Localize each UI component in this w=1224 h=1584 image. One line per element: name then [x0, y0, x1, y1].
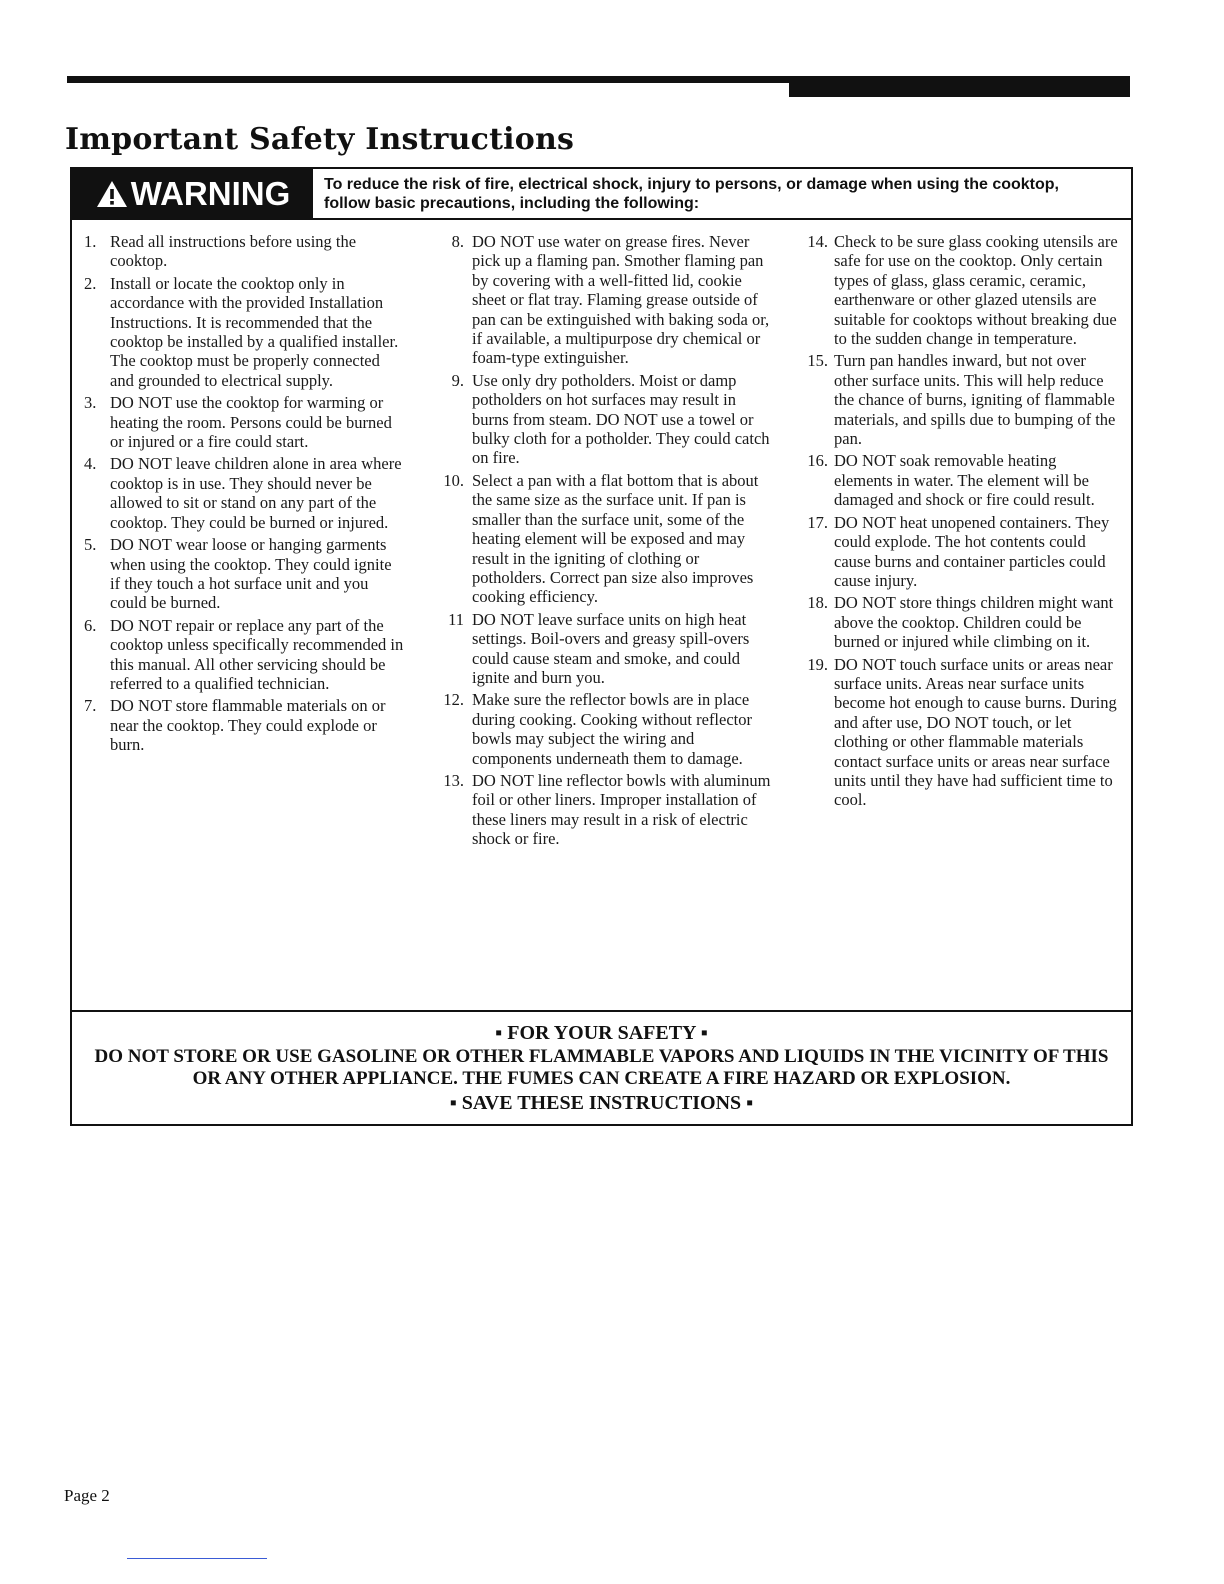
list-item: [84, 535, 404, 613]
safety-heading: ▪ FOR YOUR SAFETY ▪: [495, 1022, 708, 1044]
item-number: 2.: [84, 273, 97, 293]
item-text: Select a pan with a flat bottom that is about the same size as the surface unit. If pan is smaller than the surface unit, some of the heating element will be exposed and may result in the igniting of clothing or potholders. Correct pan size also improves cooking efficiency.: [472, 470, 759, 607]
save-instructions-line: ▪ SAVE THESE INSTRUCTIONS ▪: [449, 1092, 754, 1114]
list-item: [434, 610, 774, 688]
page-title: Important Safety Instructions: [65, 122, 575, 157]
list-item: [434, 771, 774, 849]
item-text: Make sure the reflector bowls are in place during cooking. Cooking without reflector bowls may subject the wiring and components underneath them to damage.: [472, 690, 752, 768]
item-number: 19.: [807, 654, 828, 674]
item-text: DO NOT use water on grease fires. Never pick up a flaming pan. Smother flaming pan by covering with a well-fitted lid, cookie sheet or flat tray. Flaming grease outside of pan can be extinguished with baking soda or, if available, a multipurpose dry chemical or foam-type extinguisher.: [472, 232, 770, 368]
item-number: 13.: [443, 770, 464, 790]
item-text: DO NOT touch surface units or areas near surface units. Areas near surface units become hot enough to cause burns. During and after use, DO NOT touch, or let clothing or other flammable materials contact surface units or areas near surface units until they have had sufficient time to cool.: [834, 654, 1117, 810]
safety-text: DO NOT STORE OR USE GASOLINE OR OTHER FLAMMABLE VAPORS AND LIQUIDS IN THE VICINITY OF THIS OR ANY OTHER APPLIANCE. THE FUMES CAN CREATE A FIRE HAZARD OR EXPLOSION.: [94, 1046, 1109, 1089]
item-number: 4.: [84, 454, 97, 474]
item-text: DO NOT heat unopened containers. They could explode. The hot contents could cause burns and container particles could cause injury.: [834, 512, 1110, 590]
item-number: 1.: [84, 232, 97, 251]
instructions-column-3: [798, 232, 1118, 813]
item-text: DO NOT line reflector bowls with aluminum foil or other liners. Improper installation of these liners may result in a risk of electric shock or fire.: [472, 770, 771, 849]
instructions-column-1: [84, 232, 404, 758]
warning-intro: To reduce the risk of fire, electrical shock, injury to persons, or damage when using the cooktop, follow basic precautions, including the following:: [324, 176, 1059, 212]
list-item: [84, 454, 404, 532]
item-text: Turn pan handles inward, but not over other surface units. This will help reduce the chance of burns, igniting of flammable materials, and spills due to bumping of the pan.: [834, 351, 1116, 449]
item-number: 14.: [807, 232, 828, 251]
item-text: DO NOT soak removable heating elements in water. The element will be damaged and shock or fire could result.: [834, 451, 1095, 510]
item-text: DO NOT store things children might want above the cooktop. Children could be burned or injured while climbing on it.: [834, 593, 1114, 652]
list-item: [84, 696, 404, 754]
page-number: Page 2: [64, 1486, 110, 1505]
list-item: [84, 274, 404, 390]
list-item: [434, 232, 774, 368]
item-number: 16.: [807, 451, 828, 471]
safety-notice: [72, 1010, 1131, 1126]
list-item: [84, 393, 404, 451]
item-number: 5.: [84, 535, 97, 555]
item-number: 18.: [807, 593, 828, 613]
list-item: [798, 451, 1118, 509]
item-text: DO NOT leave children alone in area where cooktop is in use. They should never be allowed to sit or stand on any part of the cooktop. They could be burned or injured.: [110, 454, 402, 532]
warning-triangle-icon: [95, 179, 129, 209]
list-item: [798, 655, 1118, 810]
header-rule-tab: [789, 76, 1130, 97]
item-text: DO NOT store flammable materials on or near the cooktop. They could explode or burn.: [110, 696, 386, 755]
warning-label: WARNING: [130, 174, 291, 212]
item-text: Read all instructions before using the cooktop.: [110, 232, 357, 271]
item-number: 3.: [84, 393, 97, 413]
item-text: Install or locate the cooktop only in accordance with the provided Installation Instructions. It is recommended that the cooktop be installed by a qualified installer. The cooktop must be properly connected and grounded to electrical supply.: [110, 273, 399, 390]
list-item: [84, 232, 404, 271]
item-number: 10.: [443, 470, 464, 490]
item-text: DO NOT repair or replace any part of the cooktop unless specifically recommended in this manual. All other servicing should be referred to a qualified technician.: [110, 615, 404, 693]
warning-badge: [72, 169, 313, 218]
item-number: 17.: [807, 512, 828, 532]
item-number: 6.: [84, 615, 97, 635]
bottom-rule: [127, 1558, 267, 1559]
list-item: [434, 690, 774, 768]
item-text: DO NOT wear loose or hanging garments when using the cooktop. They could ignite if they touch a hot surface unit and you could be burned.: [110, 535, 392, 613]
item-text: Use only dry potholders. Moist or damp potholders on hot surfaces may result in burns from steam. DO NOT use a towel or bulky cloth for a potholder. They could catch on fire.: [472, 370, 770, 468]
warning-header: [70, 167, 1133, 220]
item-number: 8.: [451, 232, 464, 251]
list-item: [434, 371, 774, 468]
item-number: 15.: [807, 351, 828, 371]
item-number: 11: [448, 609, 464, 629]
list-item: [434, 471, 774, 607]
list-item: [84, 616, 404, 694]
item-text: DO NOT leave surface units on high heat settings. Boil-overs and greasy spill-overs could cause steam and smoke, and could ignite and burn you.: [472, 609, 750, 687]
item-number: 12.: [443, 690, 464, 710]
item-number: 9.: [451, 370, 464, 390]
list-item: [798, 593, 1118, 651]
list-item: [798, 513, 1118, 591]
list-item: [798, 232, 1118, 348]
instructions-box: [70, 218, 1133, 1126]
list-item: [798, 351, 1118, 448]
item-text: Check to be sure glass cooking utensils are safe for use on the cooktop. Only certain types of glass, glass ceramic, ceramic, earthenware or other glazed utensils are suitable for cooktops without breaking due to the sudden change in temperature.: [834, 232, 1118, 349]
instructions-column-2: [434, 232, 774, 852]
item-number: 7.: [84, 696, 97, 716]
item-text: DO NOT use the cooktop for warming or heating the room. Persons could be burned or injured or a fire could start.: [110, 393, 392, 452]
